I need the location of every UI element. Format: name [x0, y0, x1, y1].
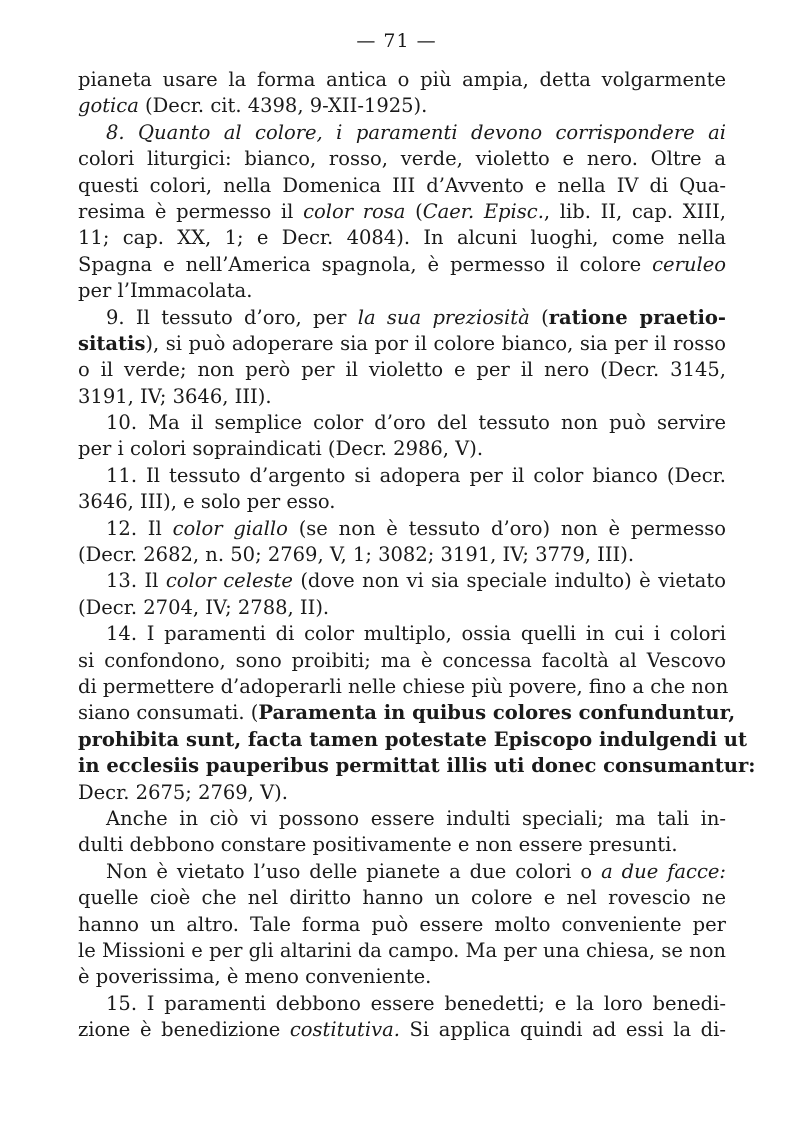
text-line: [78, 938, 726, 964]
text-line: [78, 964, 726, 990]
text-run: , lib. II, cap. XIII,: [543, 199, 726, 223]
italic-run: costitutiva.: [289, 1018, 400, 1042]
text-run: siano consumati. (: [78, 701, 259, 725]
text-line: [78, 595, 726, 621]
text-line: [78, 93, 726, 119]
text-line: [78, 331, 726, 357]
text-run: 3191, IV; 3646, III).: [78, 384, 272, 408]
text-line: [78, 991, 726, 1017]
text-line: [78, 1017, 726, 1043]
page-number: — 71 —: [356, 30, 437, 52]
italic-run: color giallo: [172, 516, 288, 540]
bold-run: sitatis: [78, 331, 146, 355]
text-run: Anche in ciò vi possono essere indulti speciali; ma tali in-: [106, 806, 726, 830]
text-line: [78, 885, 726, 911]
text-run: (Decr. 2704, IV; 2788, II).: [78, 595, 330, 619]
bold-run: Paramenta in quibus colores confunduntur,: [258, 701, 736, 725]
text-run: Non è vietato l’uso delle pianete a due colori o: [106, 859, 602, 883]
text-run: (se non è tessuto d’oro) non è permesso: [287, 516, 726, 540]
text-line: [78, 568, 726, 594]
text-line: [78, 305, 726, 331]
text-run: è poverissima, è meno conveniente.: [78, 965, 432, 989]
text-line: [78, 806, 726, 832]
text-line: [78, 912, 726, 938]
text-line: [78, 832, 726, 858]
bold-run: in ecclesiis pauperibus permittat illis uti donec consumantur:: [78, 754, 756, 778]
text-line: [78, 120, 726, 146]
text-run: di permettere d’adoperarli nelle chiese più povere, fino a che non: [78, 674, 729, 698]
text-run: dulti debbono constare positivamente e non essere presunti.: [78, 833, 678, 857]
text-line: [78, 463, 726, 489]
bold-run: prohibita sunt, facta tamen potestate Episcopo indulgendi ut: [78, 727, 747, 751]
body-text: [78, 67, 756, 1043]
text-line: [78, 674, 729, 700]
text-line: [78, 648, 726, 674]
text-run: o il verde; non però per il violetto e per il nero (Decr. 3145,: [78, 358, 726, 382]
text-line: [78, 859, 726, 885]
text-run: hanno un altro. Tale forma può essere molto conveniente per: [78, 912, 726, 936]
text-run: 12. Il: [106, 516, 173, 540]
text-run: resima è permesso il: [78, 199, 304, 223]
text-run: si confondono, sono proibiti; ma è concessa facoltà al Vescovo: [78, 648, 726, 672]
text-line: [78, 542, 726, 568]
italic-run: Caer. Episc.: [422, 199, 544, 223]
text-line: [78, 67, 726, 93]
text-line: [78, 516, 726, 542]
text-line: [78, 410, 726, 436]
text-run: Si applica quindi ad essi la di-: [399, 1018, 726, 1042]
text-run: per l’Immacolata.: [78, 279, 253, 303]
italic-run: 8. Quanto al colore, i paramenti devono corrispondere ai: [106, 120, 726, 144]
italic-run: color rosa: [303, 199, 406, 223]
text-run: (dove non vi sia speciale indulto) è vietato: [292, 569, 726, 593]
text-run: pianeta usare la forma antica o più ampia, detta volgarmente: [78, 68, 726, 91]
text-run: (Decr. 2682, n. 50; 2769, V, 1; 3082; 3191, IV; 3779, III).: [78, 543, 635, 567]
text-run: 15. I paramenti debbono essere benedetti; e la loro benedi-: [106, 991, 726, 1015]
text-run: zione è benedizione: [78, 1018, 290, 1042]
text-run: 14. I paramenti di color multiplo, ossia quelli in cui i colori: [106, 622, 726, 646]
text-line: [78, 727, 747, 753]
text-line: [78, 436, 726, 462]
bold-run: ratione praetio-: [548, 305, 726, 329]
text-run: 10. Ma il semplice color d’oro del tessuto non può servire: [106, 411, 726, 435]
italic-run: a due facce:: [601, 859, 726, 883]
text-run: (: [405, 199, 423, 223]
text-run: 11; cap. XX, 1; e Decr. 4084). In alcuni luoghi, come nella: [78, 226, 726, 250]
text-run: colori liturgici: bianco, rosso, verde, violetto e nero. Oltre a: [78, 147, 726, 171]
text-line: [78, 700, 736, 726]
italic-run: la sua preziosità: [357, 305, 530, 329]
text-run: questi colori, nella Domenica III d’Avvento e nella IV di Qua-: [78, 173, 726, 197]
text-line: [78, 146, 726, 172]
text-run: Decr. 2675; 2769, V).: [78, 780, 288, 804]
text-run: 11. Il tessuto d’argento si adopera per il color bianco (Decr.: [106, 463, 726, 487]
text-run: Spagna e nell’America spagnola, è permesso il colore: [78, 252, 653, 276]
italic-run: color celeste: [165, 569, 293, 593]
text-run: 9. Il tessuto d’oro, per: [106, 305, 358, 329]
text-run: ), si può adoperare sia por il colore bianco, sia per il rosso: [145, 331, 726, 355]
text-line: [78, 199, 726, 225]
italic-run: ceruleo: [652, 252, 726, 276]
text-run: 13. Il: [106, 569, 166, 593]
text-line: [78, 357, 726, 383]
text-run: 3646, III), e solo per esso.: [78, 490, 336, 514]
text-line: [78, 753, 756, 779]
text-run: (Decr. cit. 4398, 9-XII-1925).: [138, 94, 428, 118]
text-line: [78, 225, 726, 251]
text-line: [78, 278, 726, 304]
text-line: [78, 489, 726, 515]
text-line: [78, 780, 726, 806]
text-line: [78, 621, 726, 647]
text-line: [78, 252, 726, 278]
text-run: per i colori sopraindicati (Decr. 2986, V).: [78, 437, 484, 461]
text-line: [78, 384, 726, 410]
text-run: (: [529, 305, 549, 329]
text-run: quelle cioè che nel diritto hanno un colore e nel rovescio ne: [78, 886, 726, 910]
italic-run: gotica: [78, 94, 139, 118]
text-line: [78, 173, 726, 199]
text-run: le Missioni e per gli altarini da campo. Ma per una chiesa, se non: [78, 938, 726, 962]
